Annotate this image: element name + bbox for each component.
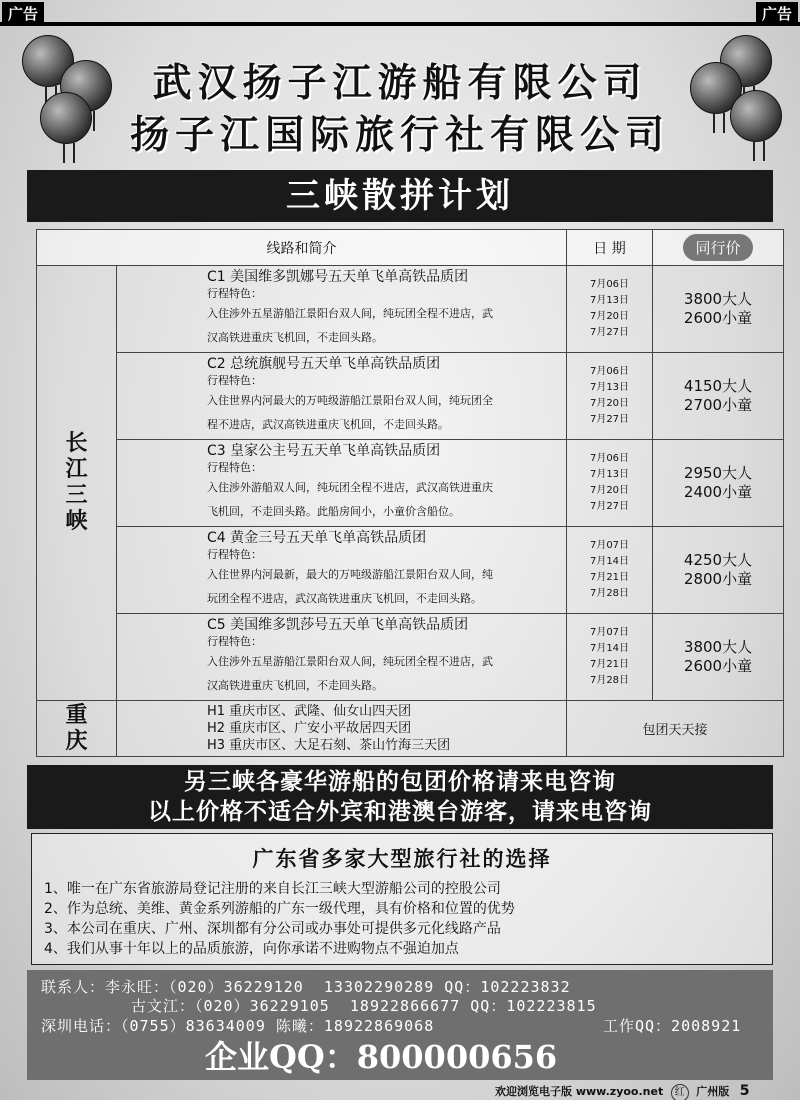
child-price: 2800小童 [683,570,753,588]
table-row [37,266,784,353]
adult-price: 4150大人 [683,377,753,395]
route-desc: 入住世界内河最大的万吨级游船江景阳台双人间，纯玩团全 [207,394,493,407]
route-title: C4 黄金三号五天单飞单高铁品质团 [207,530,427,546]
date: 7月13日 [589,295,630,306]
list-item: 4、我们从事十年以上的品质旅游，向你承诺不进购物点不强迫加点 [44,941,459,957]
route-desc: 入住涉外游船双人间，纯玩团全程不进店，武汉高铁进重庆 [207,481,493,494]
date: 7月13日 [589,382,630,393]
child-price: 2600小童 [683,657,753,675]
date: 7月21日 [589,572,630,583]
list-item: 2、作为总统、美维、黄金系列游船的广东一级代理，具有价格和位置的优势 [44,901,515,917]
choice-title: 广东省多家大型旅行社的选择 [252,847,552,871]
date-cell [567,440,653,527]
table-header-row [37,230,784,266]
route-desc: 玩团全程不进店，武汉高铁进重庆飞机回，不走回头路。 [207,592,482,605]
price-cell [653,266,784,353]
region-label: 长江三峡 [65,431,88,534]
price-cell [653,353,784,440]
contact-box [27,970,773,1080]
date: 7月27日 [589,414,630,425]
chongqing-route: H1 重庆市区、武隆、仙女山四天团 [207,704,412,719]
footer-edition: 广州版 [696,1085,730,1098]
price-cell [653,440,784,527]
table-row [37,701,784,757]
region-yangtze [37,266,117,701]
chongqing-route: H2 重庆市区、广安小平故居四天团 [207,721,412,736]
child-price: 2400小童 [683,483,753,501]
table-row [37,440,784,527]
table-row [37,527,784,614]
date: 7月06日 [589,453,630,464]
date: 7月20日 [589,485,630,496]
route-cell [117,353,567,440]
date: 7月21日 [589,659,630,670]
table-row [37,353,784,440]
top-rule [0,22,800,26]
ad-tag-right: 广告 [756,2,798,25]
region-chongqing [37,701,117,757]
route-desc: 入住涉外五星游船江景阳台双人间，纯玩团全程不进店，武 [207,307,493,320]
route-cell [117,266,567,353]
price-header-badge: 同行价 [683,234,752,261]
date: 7月27日 [589,327,630,338]
newspaper-logo-icon: 红 [671,1084,689,1100]
date: 7月20日 [589,398,630,409]
adult-price: 2950大人 [683,464,753,482]
route-feature-label: 行程特色： [207,461,262,474]
route-feature-label: 行程特色： [207,374,262,387]
footer-text: 欢迎浏览电子版 www.zyoo.net [495,1085,664,1098]
route-feature-label: 行程特色： [207,287,262,300]
route-cell [117,614,567,701]
route-title: C2 总统旗舰号五天单飞单高铁品质团 [207,356,441,372]
child-price: 2600小童 [683,309,753,327]
contact-row-3: 深圳电话：（0755）83634009 陈曦：18922869068 [41,1017,435,1035]
chongqing-route: H3 重庆市区、大足石刻、茶山竹海三天团 [207,738,451,753]
date: 7月06日 [589,366,630,377]
plan-title: 三峡散拼计划 [286,176,514,216]
route-desc: 汉高铁进重庆飞机回，不走回头路。 [207,331,383,344]
page-footer [495,1083,749,1100]
date-cell [567,353,653,440]
contact-row-1: 联系人：李永旺：（020）36229120 13302290289 QQ：102223832 [41,978,571,996]
child-price: 2700小童 [683,396,753,414]
chongqing-note: 包团天天接 [567,701,784,757]
enterprise-qq: 企业QQ：800000656 [205,1038,558,1076]
price-cell [653,614,784,701]
date: 7月07日 [589,627,630,638]
date-cell [567,527,653,614]
route-title: C1 美国维多凯娜号五天单飞单高铁品质团 [207,269,469,285]
contact-work-qq: 工作QQ：2008921 [603,1017,742,1035]
company-name-1: 武汉扬子江游船有限公司 [152,61,648,106]
col-price-header [653,230,784,266]
col-date-header: 日 期 [567,230,653,266]
price-cell [653,527,784,614]
date: 7月28日 [589,588,630,599]
route-table [36,229,784,757]
adult-price: 3800大人 [683,290,753,308]
list-item: 3、本公司在重庆、广州、深圳都有分公司或办事处可提供多元化线路产品 [44,921,501,937]
choice-box [31,833,773,965]
date: 7月13日 [589,469,630,480]
region-label: 重庆 [65,702,88,754]
chongqing-route-cell [117,701,567,757]
choice-list [32,879,772,959]
plan-banner [27,170,773,222]
date: 7月28日 [589,675,630,686]
route-feature-label: 行程特色： [207,635,262,648]
route-desc: 入住世界内河最新，最大的万吨级游船江景阳台双人间，纯 [207,568,493,581]
notice-line-2: 以上价格不适合外宾和港澳台游客，请来电咨询 [148,799,652,825]
route-desc: 汉高铁进重庆飞机回，不走回头路。 [207,679,383,692]
route-desc: 入住涉外五星游船江景阳台双人间，纯玩团全程不进店，武 [207,655,493,668]
company-name-2: 扬子江国际旅行社有限公司 [129,113,670,158]
date-cell [567,266,653,353]
contact-row-2: 古文江：（020）36229105 18922866677 QQ：102223815 [131,997,597,1015]
list-item: 1、唯一在广东省旅游局登记注册的来自长江三峡大型游船公司的控股公司 [44,881,501,897]
table-row [37,614,784,701]
route-desc: 程不进店，武汉高铁进重庆飞机回，不走回头路。 [207,418,449,431]
date: 7月14日 [589,556,630,567]
route-cell [117,440,567,527]
route-desc: 飞机回，不走回头路。此船房间小，小童价含船位。 [207,505,460,518]
page-number: 5 [739,1083,750,1099]
date: 7月06日 [589,279,630,290]
route-title: C3 皇家公主号五天单飞单高铁品质团 [207,443,441,459]
date: 7月27日 [589,501,630,512]
route-cell [117,527,567,614]
date: 7月07日 [589,540,630,551]
date: 7月20日 [589,311,630,322]
adult-price: 3800大人 [683,638,753,656]
notice-banner [27,765,773,829]
col-route-header: 线路和简介 [37,230,567,266]
route-feature-label: 行程特色： [207,548,262,561]
date: 7月14日 [589,643,630,654]
ad-tag-left: 广告 [2,2,44,25]
notice-line-1: 另三峡各豪华游船的包团价格请来电咨询 [184,769,616,795]
date-cell [567,614,653,701]
adult-price: 4250大人 [683,551,753,569]
route-title: C5 美国维多凯莎号五天单飞单高铁品质团 [207,617,469,633]
